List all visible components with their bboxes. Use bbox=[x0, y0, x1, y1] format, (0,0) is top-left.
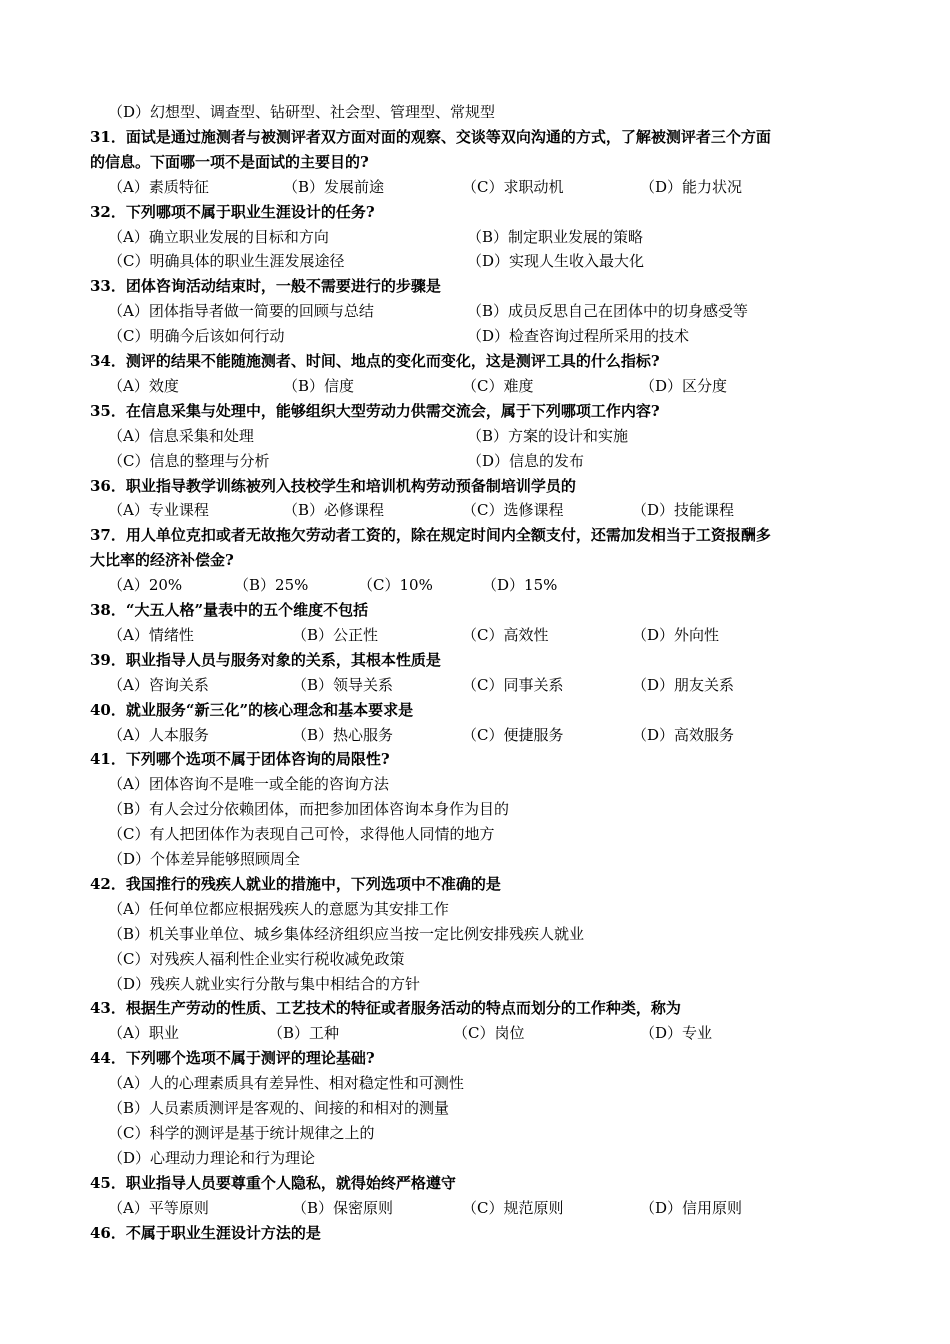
answer-option: （D）区分度 bbox=[640, 376, 728, 395]
option-row bbox=[90, 175, 870, 200]
option-row bbox=[90, 249, 870, 274]
answer-option: （A）咨询关系 bbox=[108, 675, 209, 694]
option-row bbox=[90, 374, 870, 399]
option-row bbox=[90, 1196, 870, 1221]
answer-option: （D）高效服务 bbox=[632, 725, 735, 744]
option-row bbox=[90, 573, 870, 598]
answer-option: （B）公正性 bbox=[292, 625, 379, 644]
question-stem: 36．职业指导教学训练被列入技校学生和培训机构劳动预备制培训学员的 bbox=[90, 476, 576, 495]
option-row bbox=[90, 673, 870, 698]
option-row bbox=[90, 1146, 870, 1171]
question-stem: 39．职业指导人员与服务对象的关系，其根本性质是 bbox=[90, 650, 441, 669]
answer-option: （B）有人会过分依赖团体，而把参加团体咨询本身作为目的 bbox=[108, 800, 510, 819]
question-stem: 41．下列哪个选项不属于团体咨询的局限性? bbox=[90, 750, 390, 769]
answer-option: （B）方案的设计和实施 bbox=[467, 426, 629, 445]
option-row bbox=[90, 100, 870, 125]
answer-option: （A）情绪性 bbox=[108, 625, 194, 644]
answer-option: （B）制定职业发展的策略 bbox=[467, 227, 644, 246]
answer-option: （B）信度 bbox=[283, 376, 355, 395]
option-row bbox=[90, 449, 870, 474]
option-row bbox=[90, 1096, 870, 1121]
question-stem: 大比率的经济补偿金? bbox=[90, 551, 234, 570]
question-stem: 45．职业指导人员要尊重个人隐私，就得始终严格遵守 bbox=[90, 1173, 456, 1192]
answer-option: （C）求职动机 bbox=[462, 177, 564, 196]
answer-option: （D）15% bbox=[482, 576, 558, 595]
answer-option: （B）热心服务 bbox=[292, 725, 394, 744]
question-stem: 38．“大五人格”量表中的五个维度不包括 bbox=[90, 601, 369, 619]
option-row bbox=[90, 1021, 870, 1046]
answer-option: （A）效度 bbox=[108, 376, 179, 395]
answer-option: （B）机关事业单位、城乡集体经济组织应当按一定比例安排残疾人就业 bbox=[108, 924, 585, 943]
answer-option: （C）10% bbox=[358, 576, 433, 595]
option-row bbox=[90, 1121, 870, 1146]
option-row bbox=[90, 972, 870, 997]
option-row bbox=[90, 1071, 870, 1096]
question-stem: 37．用人单位克扣或者无故拖欠劳动者工资的，除在规定时间内全额支付，还需加发相当于工资报酬多 bbox=[90, 526, 771, 545]
option-row bbox=[90, 847, 870, 872]
answer-option: （D）残疾人就业实行分散与集中相结合的方针 bbox=[108, 974, 421, 993]
answer-option: （D）检查咨询过程所采用的技术 bbox=[467, 327, 690, 346]
option-row bbox=[90, 897, 870, 922]
answer-option: （C）高效性 bbox=[462, 625, 549, 644]
answer-option: （C）信息的整理与分析 bbox=[108, 451, 270, 470]
option-row bbox=[90, 772, 870, 797]
question-stem: 40．就业服务“新三化”的核心理念和基本要求是 bbox=[90, 700, 414, 719]
answer-option: （D）实现人生收入最大化 bbox=[467, 252, 645, 271]
question-stem: 46．不属于职业生涯设计方法的是 bbox=[90, 1223, 321, 1242]
answer-option: （A）信息采集和处理 bbox=[108, 426, 254, 445]
answer-option: （C）选修课程 bbox=[462, 501, 564, 520]
answer-option: （D）外向性 bbox=[632, 625, 720, 644]
answer-option: （C）便捷服务 bbox=[462, 725, 564, 744]
answer-option: （D）个体差异能够照顾周全 bbox=[108, 850, 301, 868]
question-stem: 33．团体咨询活动结束时，一般不需要进行的步骤是 bbox=[90, 277, 441, 296]
answer-option: （B）必修课程 bbox=[283, 501, 385, 520]
option-row bbox=[90, 922, 870, 947]
answer-option: （A）职业 bbox=[108, 1024, 179, 1043]
answer-option: （C）同事关系 bbox=[462, 675, 564, 694]
option-row bbox=[90, 225, 870, 250]
answer-option: （C）明确今后该如何行动 bbox=[108, 327, 285, 346]
answer-option: （D）能力状况 bbox=[640, 177, 743, 196]
answer-option: （C）有人把团体作为表现自己可怜，求得他人同情的地方 bbox=[108, 825, 495, 844]
option-row bbox=[90, 797, 870, 822]
answer-option: （D）朋友关系 bbox=[632, 675, 735, 694]
answer-option: （D）心理动力理论和行为理论 bbox=[108, 1148, 316, 1167]
answer-option: （A）20% bbox=[108, 576, 183, 595]
answer-option: （C）明确具体的职业生涯发展途径 bbox=[108, 252, 345, 271]
option-row bbox=[90, 299, 870, 324]
answer-option: （A）任何单位都应根据残疾人的意愿为其安排工作 bbox=[108, 899, 449, 918]
answer-option: （A）平等原则 bbox=[108, 1198, 209, 1217]
question-stem: 43．根据生产劳动的性质、工艺技术的特征或者服务活动的特点而划分的工作种类，称为 bbox=[90, 999, 681, 1018]
answer-option: （B）领导关系 bbox=[292, 675, 394, 694]
answer-option: （A）人的心理素质具有差异性、相对稳定性和可测性 bbox=[108, 1074, 464, 1093]
question-stem: 31．面试是通过施测者与被测评者双方面对面的观察、交谈等双向沟通的方式，了解被测评者三个方面 bbox=[90, 127, 771, 146]
answer-option: （A）确立职业发展的目标和方向 bbox=[108, 227, 329, 246]
option-row bbox=[90, 723, 870, 748]
answer-option: （C）难度 bbox=[462, 376, 534, 395]
question-stem: 42．我国推行的残疾人就业的措施中，下列选项中不准确的是 bbox=[90, 874, 501, 893]
question-stem: 32．下列哪项不属于职业生涯设计的任务? bbox=[90, 202, 375, 221]
answer-option: （A）人本服务 bbox=[108, 725, 209, 744]
question-stem: 44．下列哪个选项不属于测评的理论基础? bbox=[90, 1049, 375, 1068]
answer-option: （C）对残疾人福利性企业实行税收减免政策 bbox=[108, 949, 405, 968]
answer-option: （C）规范原则 bbox=[462, 1198, 564, 1217]
option-row bbox=[90, 947, 870, 972]
answer-option: （B）发展前途 bbox=[283, 177, 385, 196]
answer-option: （D）信息的发布 bbox=[467, 451, 585, 470]
answer-option: （B）工种 bbox=[268, 1024, 340, 1043]
answer-option: （A）团体咨询不是唯一或全能的咨询方法 bbox=[108, 775, 389, 794]
option-row bbox=[90, 324, 870, 349]
question-stem: 35．在信息采集与处理中，能够组织大型劳动力供需交流会，属于下列哪项工作内容? bbox=[90, 401, 660, 420]
answer-option: （D）技能课程 bbox=[632, 501, 735, 520]
option-row bbox=[90, 623, 870, 648]
answer-option: （C）科学的测评是基于统计规律之上的 bbox=[108, 1123, 375, 1142]
answer-option: （C）岗位 bbox=[453, 1024, 525, 1043]
answer-option: （B）成员反思自己在团体中的切身感受等 bbox=[467, 302, 749, 321]
question-stem: 34．测评的结果不能随施测者、时间、地点的变化而变化，这是测评工具的什么指标? bbox=[90, 352, 660, 370]
answer-option: （B）保密原则 bbox=[292, 1198, 394, 1217]
answer-option: （A）专业课程 bbox=[108, 501, 209, 520]
answer-option: （B）25% bbox=[234, 576, 309, 595]
answer-option: （B）人员素质测评是客观的、间接的和相对的测量 bbox=[108, 1099, 450, 1117]
option-row bbox=[90, 498, 870, 523]
answer-option: （D）信用原则 bbox=[640, 1198, 743, 1217]
answer-option: （A）素质特征 bbox=[108, 177, 209, 196]
option-row bbox=[90, 822, 870, 847]
option-row bbox=[90, 424, 870, 449]
answer-option: （D）专业 bbox=[640, 1024, 713, 1043]
answer-option: （D）幻想型、调查型、钻研型、社会型、管理型、常规型 bbox=[108, 103, 496, 121]
answer-option: （A）团体指导者做一简要的回顾与总结 bbox=[108, 302, 374, 321]
question-stem: 的信息。下面哪一项不是面试的主要目的? bbox=[90, 152, 369, 171]
